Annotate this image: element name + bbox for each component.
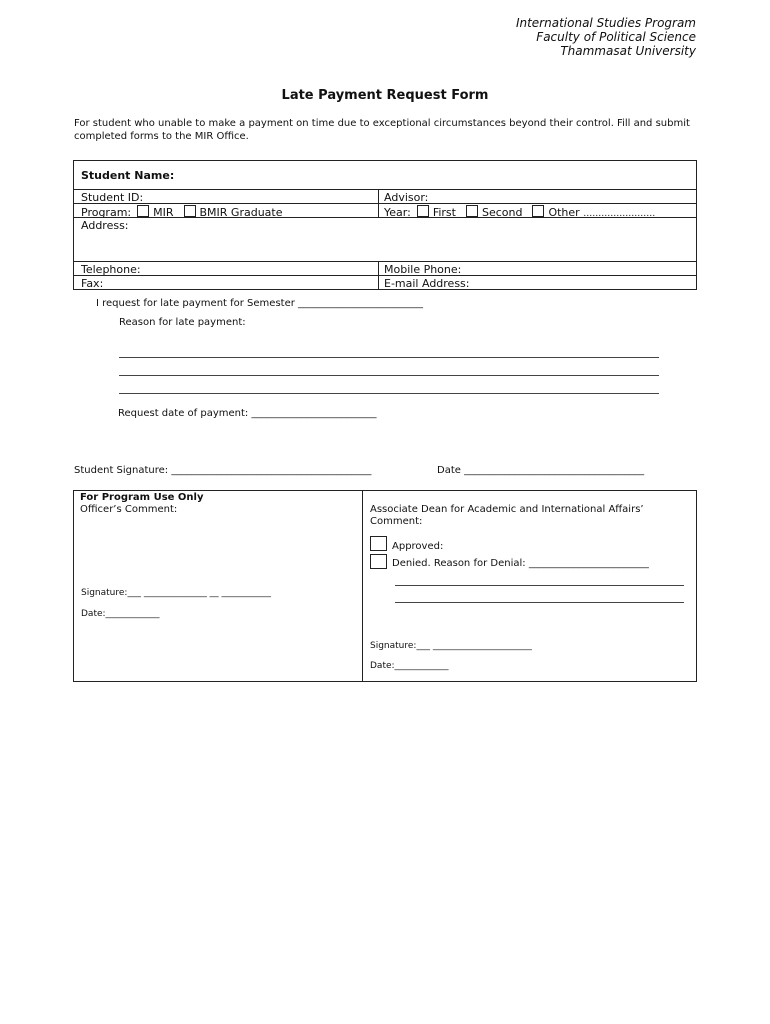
address-label[interactable]: Address: <box>81 219 129 232</box>
first-year-label: First <box>432 206 456 219</box>
denial-line-2[interactable] <box>395 602 684 603</box>
student-info-box <box>73 160 697 290</box>
officer-signature-blank[interactable]: ___ ______________ __ ___________ <box>127 588 272 598</box>
officer-comment-label[interactable]: Officer’s Comment: <box>80 504 178 515</box>
program-name: International Studies Program <box>515 16 696 30</box>
student-name-label[interactable]: Student Name: <box>81 169 175 182</box>
semester-blank[interactable]: _________________________ <box>298 298 424 309</box>
dean-date-label: Date: <box>370 661 395 671</box>
other-year-checkbox[interactable] <box>532 205 544 217</box>
student-date-label: Date <box>437 465 461 476</box>
semester-request <box>96 298 423 309</box>
advisor-label[interactable]: Advisor: <box>384 191 429 204</box>
year-label: Year: <box>384 206 411 219</box>
faculty-name: Faculty of Political Science <box>536 30 696 44</box>
semester-request-text: I request for late payment for Semester <box>96 298 295 309</box>
bmir-graduate-checkbox[interactable] <box>184 205 196 217</box>
request-date <box>118 408 376 419</box>
denied-label: Denied. Reason for Denial: <box>392 558 526 569</box>
form-title: Late Payment Request Form <box>281 88 489 103</box>
denied-reason-blank[interactable]: ________________________ <box>528 558 649 569</box>
university-name: Thammasat University <box>560 44 696 58</box>
student-signature-blank[interactable]: ________________________________________ <box>171 465 372 476</box>
form-intro: For student who unable to make a payment on time due to exceptional circumstances beyond their control. Fill and submit completed forms to the MIR Office. <box>74 118 690 142</box>
officer-signature-label: Signature: <box>81 588 128 598</box>
dean-comment-label[interactable]: Associate Dean for Academic and International Affairs’ Comment: <box>370 504 644 527</box>
program-use-title: For Program Use Only <box>80 492 204 503</box>
denied-reason <box>392 558 649 569</box>
bmir-graduate-option-label: BMIR Graduate <box>199 206 283 219</box>
second-year-checkbox[interactable] <box>466 205 478 217</box>
request-date-blank[interactable]: _________________________ <box>251 408 377 419</box>
fax-label[interactable]: Fax: <box>81 277 104 290</box>
telephone-label[interactable]: Telephone: <box>81 263 141 276</box>
mobile-phone-label[interactable]: Mobile Phone: <box>384 263 462 276</box>
student-signature-row <box>74 465 371 476</box>
officer-signature <box>81 588 271 598</box>
reason-line-3[interactable] <box>119 393 659 394</box>
program-label: Program: <box>81 206 132 219</box>
student-date-blank[interactable]: ____________________________________ <box>464 465 645 476</box>
officer-date-label: Date: <box>81 609 106 619</box>
dean-date-blank[interactable]: ____________ <box>394 661 449 671</box>
other-year-label: Other <box>548 206 580 219</box>
request-date-label: Request date of payment: <box>118 408 249 419</box>
second-year-label: Second <box>481 206 523 219</box>
denial-line-1[interactable] <box>395 585 684 586</box>
program-use-box <box>73 490 697 682</box>
dean-date <box>370 661 449 671</box>
approved-label: Approved: <box>392 541 444 552</box>
officer-date <box>81 609 160 619</box>
other-year-dots[interactable]: …………………… <box>583 209 656 219</box>
email-label[interactable]: E-mail Address: <box>384 277 470 290</box>
dean-signature-blank[interactable]: ___ ______________________ <box>416 641 532 651</box>
student-id-label[interactable]: Student ID: <box>81 191 144 204</box>
officer-date-blank[interactable]: ____________ <box>105 609 160 619</box>
reason-label: Reason for late payment: <box>119 317 246 328</box>
dean-signature-label: Signature: <box>370 641 417 651</box>
reason-line-1[interactable] <box>119 357 659 358</box>
student-signature-label: Student Signature: <box>74 465 169 476</box>
reason-line-2[interactable] <box>119 375 659 376</box>
mir-checkbox[interactable] <box>137 205 149 217</box>
first-year-checkbox[interactable] <box>417 205 429 217</box>
mir-option-label: MIR <box>153 206 174 219</box>
denied-checkbox[interactable] <box>370 554 387 569</box>
student-date-row <box>437 465 644 476</box>
dean-signature <box>370 641 532 651</box>
approved-checkbox[interactable] <box>370 536 387 551</box>
